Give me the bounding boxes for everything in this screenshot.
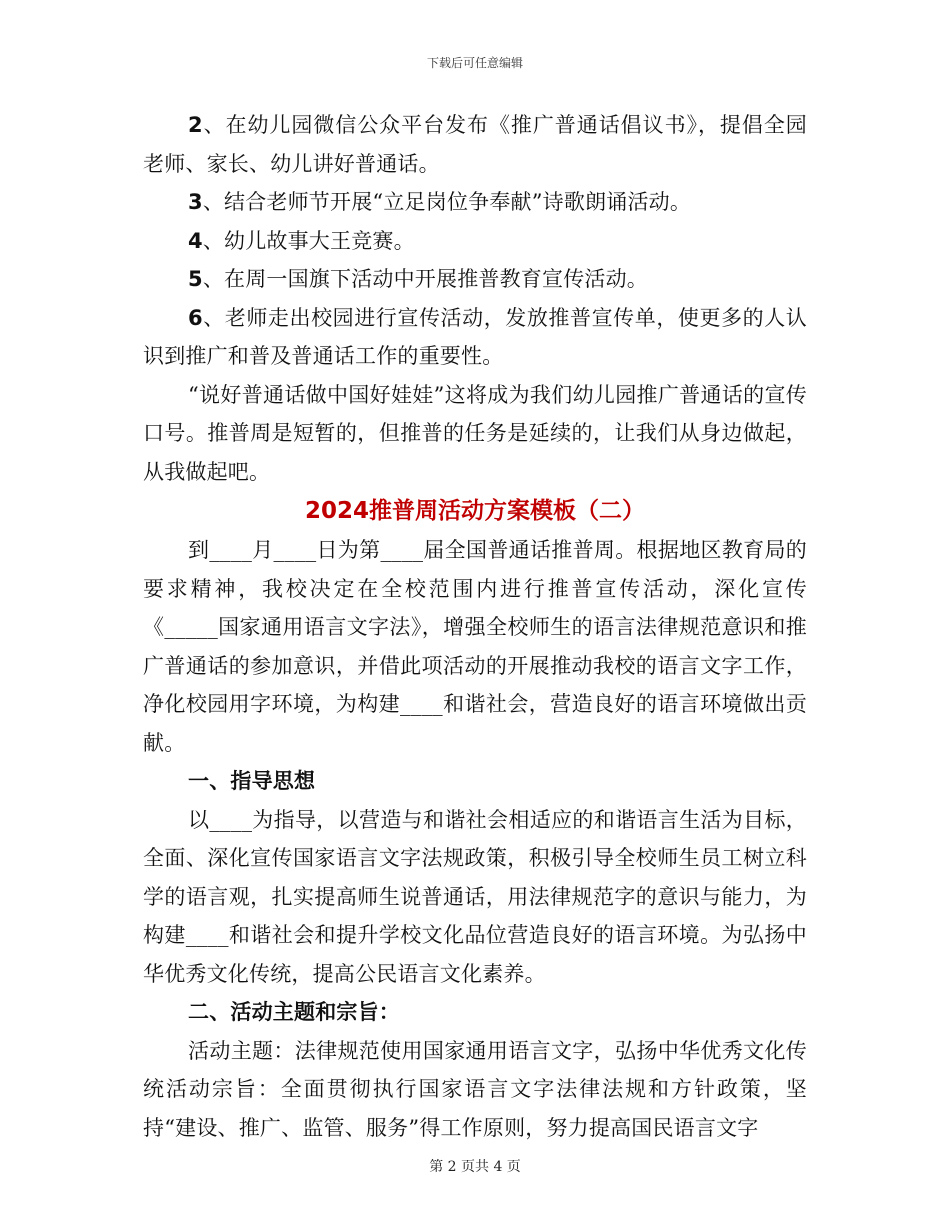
- section-title: 2024推普周活动方案模板（二）: [304, 498, 645, 524]
- intro-paragraph: 到____月____日为第____届全国普通话推普周。根据地区教育局的要求精神，我校决定在全校范围内进行推普宣传活动，深化宣传《_____国家通用语言文字法》，增强全校师生的语言法律规范意识和推广普通话的参加意识，并借此项活动的开展推动我校的语言文字工作，净化校园用字环境，为构建____和谐社会，营造良好的语言环境做出贡献。: [143, 538, 807, 755]
- list-item-text: 、在周一国旗下活动中开展推普教育宣传活动。: [202, 267, 649, 291]
- closing-paragraph: “说好普通话做中国好娃娃”这将成为我们幼儿园推广普通话的宣传口号。推普周是短暂的，但推普的任务是延续的，让我们从身边做起，从我做起吧。: [143, 382, 807, 484]
- heading-theme-purpose: 二、活动主题和宗旨：: [188, 999, 400, 1024]
- list-item-text: 、在幼儿园微信公众平台发布《推广普通话倡议书》，提倡全园老师、家长、幼儿讲好普通话。: [143, 113, 807, 176]
- list-item-text: 、老师走出校园进行宣传活动，发放推普宣传单，使更多的人认识到推广和普及普通话工作的重要性。: [143, 305, 807, 368]
- theme-purpose-paragraph: 活动主题：法律规范使用国家通用语言文字，弘扬中华优秀文化传统活动宗旨：全面贯彻执行国家语言文字法律法规和方针政策，坚持“建设、推广、监管、服务”得工作原则，努力提高国民语言文字: [143, 1038, 807, 1140]
- list-item-text: 、结合老师节开展“立足岗位争奉献”诗歌朗诵活动。: [202, 190, 692, 214]
- page-header: 下载后可任意编辑: [426, 56, 523, 70]
- list-item: [143, 260, 807, 299]
- heading-guiding-ideology: 一、指导思想: [188, 768, 316, 793]
- list-item-number: 6: [188, 305, 203, 330]
- page-footer: 第 2 页共 4 页: [429, 1159, 521, 1175]
- list-item: [143, 222, 807, 261]
- list-item-number: 2: [188, 113, 203, 137]
- list-item-number: 4: [188, 228, 203, 253]
- document-body: [143, 106, 807, 1147]
- list-item-text: 、幼儿故事大王竞赛。: [202, 228, 415, 253]
- list-item: [143, 183, 807, 222]
- list-item: [143, 106, 807, 183]
- list-item: [143, 299, 807, 376]
- list-item-number: 5: [188, 267, 203, 291]
- list-item-number: 3: [188, 190, 203, 214]
- guiding-ideology-paragraph: 以____为指导，以营造与和谐社会相适应的和谐语言生活为目标，全面、深化宣传国家语言文字法规政策，积极引导全校师生员工树立科学的语言观，扎实提高师生说普通话，用法律规范字的意识与能力，为构建____和谐社会和提升学校文化品位营造良好的语言环境。为弘扬中华优秀文化传统，提高公民语言文化素养。: [143, 807, 807, 986]
